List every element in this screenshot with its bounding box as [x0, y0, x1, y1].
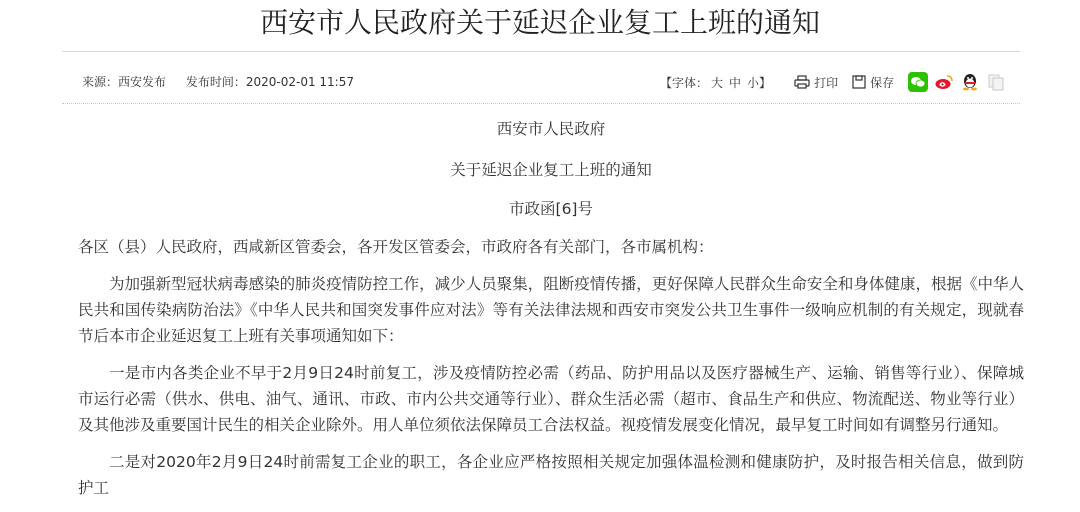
source-label: 来源：西安发布 — [82, 75, 167, 89]
weibo-icon[interactable] — [934, 72, 954, 92]
save-icon — [852, 75, 866, 89]
printer-icon — [794, 75, 810, 89]
publish-time: 发布时间：2020-02-01 11:57 — [185, 75, 354, 89]
wechat-icon[interactable] — [908, 72, 928, 92]
share-bar — [908, 72, 1012, 92]
paragraph-item-2: 二是对2020年2月9日24时前需复工企业的职工，各企业应严格按照相关规定加强体温检测和健康防护，及时报告相关信息，做到防护工 — [78, 453, 1024, 497]
salutation: 各区（县）人民政府，西咸新区管委会，各开发区管委会，市政府各有关部门，各市属机构： — [78, 238, 714, 256]
save-button[interactable] — [852, 74, 894, 91]
article-body — [78, 116, 1024, 512]
document-number: 市政函[6]号 — [509, 200, 593, 218]
notice-title: 关于延迟企业复工上班的通知 — [450, 161, 652, 179]
qq-icon[interactable] — [960, 72, 980, 92]
paragraph-item-1: 一是市内各类企业不早于2月9日24时前复工，涉及疫情防控必需（药品、防护用品以及医疗器械生产、运输、销售等行业）、保障城市运行必需（供水、供电、油气、通讯、市政、市内公共交通等行业）、群众生活必需（超市、食品生产和供应、物流配送、物业等行业）及其他涉及重要国计民生的相关企业除外。用人单位须依法保障员工合法权益。视疫情发展变化情况，最早复工时间如有调整另行通知。 — [78, 364, 1024, 434]
font-size-small[interactable]: 小】 — [747, 75, 772, 90]
copy-icon[interactable] — [986, 72, 1006, 92]
article-title: 西安市人民政府关于延迟企业复工上班的通知 — [259, 6, 820, 39]
save-label: 保存 — [870, 75, 895, 90]
font-size-label: 【字体： — [660, 75, 709, 90]
article-meta — [82, 74, 370, 90]
meta-divider — [62, 103, 1020, 104]
font-size-medium[interactable]: 中 — [729, 75, 742, 90]
paragraph-intro: 为加强新型冠状病毒感染的肺炎疫情防控工作，减少人员聚集，阻断疫情传播，更好保障人民群众生命安全和身体健康，根据《中华人民共和国传染病防治法》《中华人民共和国突发事件应对法》等有关法律法规和西安市突发公共卫生事件一级响应机制的有关规定，现就春节后本市企业延迟复工上班有关事项通知如下： — [78, 275, 1024, 345]
issuer: 西安市人民政府 — [496, 120, 606, 138]
font-size-selector — [660, 74, 774, 91]
title-divider — [62, 51, 1020, 52]
print-label: 打印 — [814, 75, 839, 90]
font-size-large[interactable]: 大 — [711, 75, 724, 90]
article-toolbar — [660, 70, 1012, 94]
print-button[interactable] — [794, 74, 838, 91]
